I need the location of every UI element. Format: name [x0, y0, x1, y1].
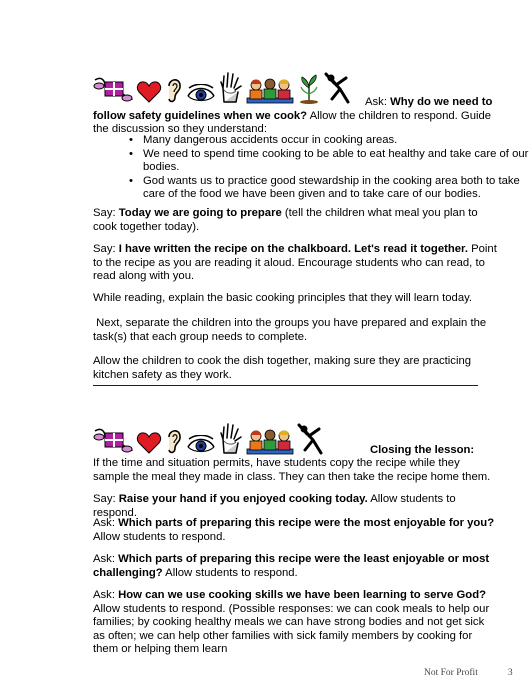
ask-least-enjoyable-paragraph — [93, 553, 497, 580]
say-instruction: (tell the children what meal you plan to cook together today). — [93, 207, 478, 233]
say-prepare-paragraph — [93, 207, 497, 234]
list-item: • Many dangerous accidents occur in cooking areas. — [133, 134, 532, 148]
say-label: Say: — [93, 493, 119, 505]
ask-question: Why do we need to follow safety guidelines when we cook? — [93, 96, 493, 122]
page-footer — [424, 667, 513, 681]
ask-instruction: Allow students to respond. — [93, 530, 226, 543]
gift-hands-icon — [93, 425, 133, 455]
ask-question: Which parts of preparing this recipe were the least enjoyable or most challenging? — [93, 553, 490, 579]
list-item: • God wants us to practice good stewardship in the cooking area both to take care of the food we have been given and to take care of our bodies. — [133, 175, 532, 202]
icon-strip-2 — [93, 421, 325, 455]
say-statement: Today we are going to prepare — [118, 207, 282, 219]
ask-label: Ask: — [93, 517, 119, 529]
eye-icon — [186, 435, 216, 455]
ask-instruction: Allow the children to respond. Guide the discussion so they understand: — [93, 109, 492, 136]
ask-instruction: Allow students to respond. — [162, 566, 298, 579]
safety-bullet-list — [93, 134, 532, 202]
children-group-icon — [246, 427, 294, 455]
ask-safety-paragraph — [93, 96, 497, 137]
closing-heading: Closing the lesson: — [370, 444, 475, 456]
heart-icon — [136, 431, 162, 455]
say-recipe-paragraph — [93, 243, 497, 284]
ask-serve-god-paragraph — [93, 589, 497, 657]
ask-instruction: Allow students to respond. (Possible responses: we can cook meals to help our families; by cooking healthy meals we can have strong bodies and not get sick as often; we can help other families with sick family members by cooking for them or helping them learn — [93, 602, 490, 656]
section-divider — [93, 385, 478, 386]
ear-icon — [165, 427, 183, 455]
ask-question: Which parts of preparing this recipe were the most enjoyable for you? — [118, 517, 495, 529]
hand-icon — [219, 423, 243, 455]
ask-question: How can we use cooking skills we have been learning to serve God? — [118, 589, 486, 601]
ask-label: Ask: — [93, 553, 119, 565]
groups-paragraph: Next, separate the children into the groups you have prepared and explain the task(s) that each group needs to complete. — [93, 317, 490, 343]
cook-together-paragraph: Allow the children to cook the dish together, making sure they are practicing kitchen safety as they work. — [93, 355, 472, 381]
say-label: Say: — [93, 243, 119, 255]
say-instruction: Point to the recipe as you are reading it aloud. Encourage students who can read, to read along with you. — [93, 243, 497, 283]
say-statement: Raise your hand if you enjoyed cooking today. — [118, 493, 368, 505]
say-statement: I have written the recipe on the chalkboard. Let's read it together. — [118, 243, 468, 255]
list-item: • We need to spend time cooking to be able to eat healthy and take care of our bodies. — [133, 148, 532, 175]
ask-label: Ask: — [93, 589, 119, 601]
say-label: Say: — [93, 207, 119, 219]
ask-most-enjoyable-paragraph — [93, 517, 497, 544]
closing-intro-paragraph: If the time and situation permits, have students copy the recipe while they sample the meal they made in class. They can then take the recipe home them. — [93, 457, 491, 483]
page-number: 3 — [507, 668, 513, 678]
stretching-person-icon — [297, 423, 325, 455]
reading-paragraph: While reading, explain the basic cooking principles that they will learn today. — [93, 292, 473, 304]
ask-label: Ask: — [365, 96, 391, 108]
say-instruction: Allow students to respond. — [93, 493, 456, 519]
footer-text: Not For Profit — [424, 668, 478, 678]
